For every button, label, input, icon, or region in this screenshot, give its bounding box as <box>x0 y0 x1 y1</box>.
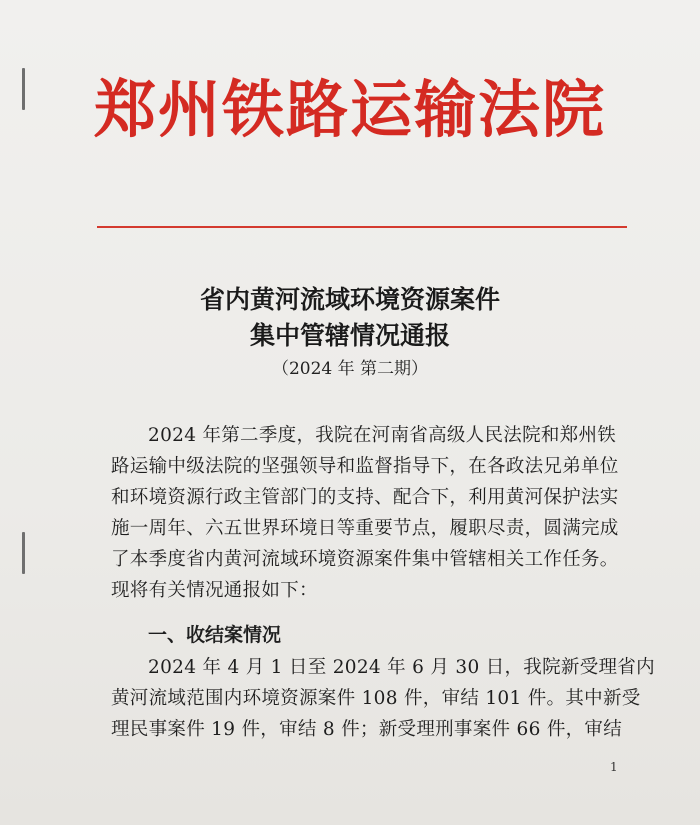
intro-line: 2024 年第二季度，我院在河南省高级人民法院和郑州铁 <box>148 425 617 446</box>
intro-line: 施一周年、六五世界环境日等重要节点，履职尽责，圆满完成 <box>111 518 619 539</box>
section-heading-case-status: 一、收结案情况 <box>148 624 282 646</box>
binding-mark-bottom <box>22 532 25 574</box>
intro-line: 现将有关情况通报如下： <box>111 580 318 601</box>
issue-number: （2024 年 第二期） <box>271 359 429 379</box>
case-status-paragraph <box>111 652 655 745</box>
intro-line: 路运输中级法院的坚强领导和监督指导下，在各政法兄弟单位 <box>111 456 619 477</box>
case-status-line: 2024 年 4 月 1 日至 2024 年 6 月 30 日，我院新受理省内 <box>148 657 655 678</box>
document-title-line-2: 集中管辖情况通报 <box>249 321 450 350</box>
intro-paragraph <box>111 420 623 606</box>
document-title-line-1: 省内黄河流域环境资源案件 <box>199 285 500 314</box>
letterhead-red-rule <box>97 226 627 228</box>
letterhead-title: 郑州铁路运输法院 <box>93 73 606 146</box>
case-status-line: 理民事案件 19 件，审结 8 件；新受理刑事案件 66 件，审结 <box>111 719 623 740</box>
intro-line: 和环境资源行政主管部门的支持、配合下，利用黄河保护法实 <box>111 487 619 508</box>
intro-line: 了本季度省内黄河流域环境资源案件集中管辖相关工作任务。 <box>111 549 619 570</box>
case-status-line: 黄河流域范围内环境资源案件 108 件，审结 101 件。其中新受 <box>111 688 641 709</box>
page-number: 1 <box>610 760 618 774</box>
